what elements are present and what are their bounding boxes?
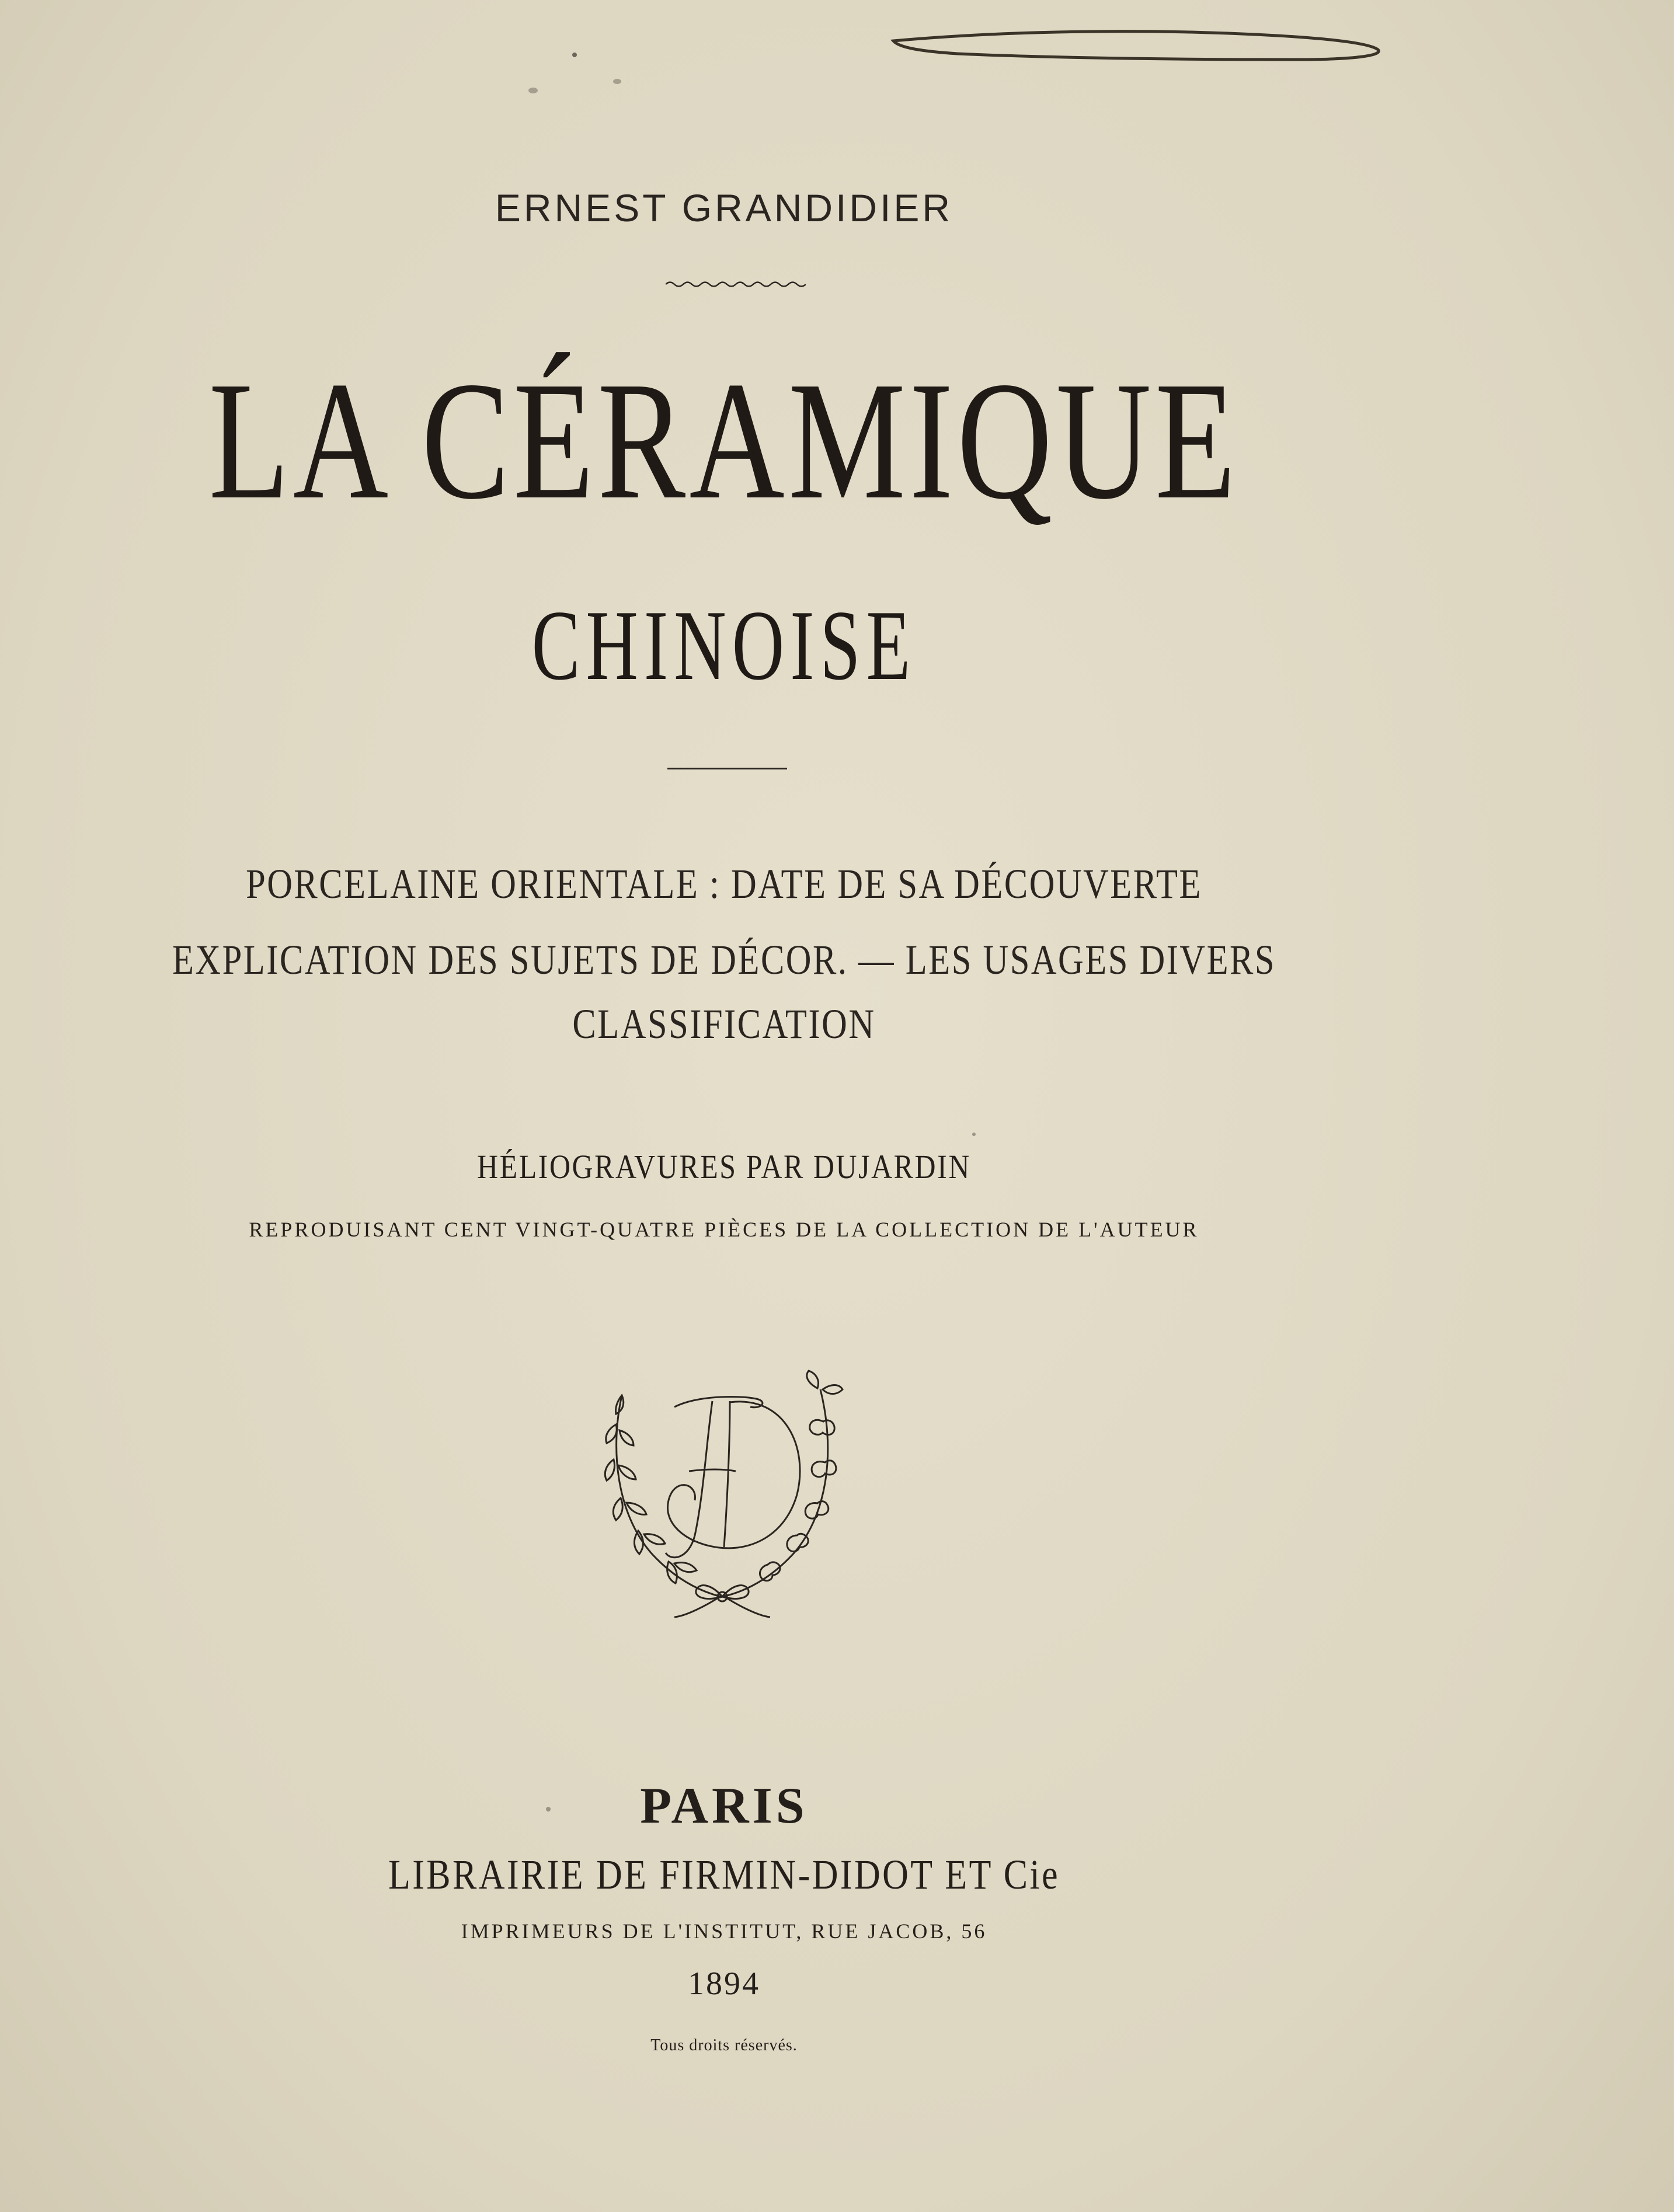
imprint-publisher: LIBRAIRIE DE FIRMIN-DIDOT ET Cie xyxy=(388,1851,1060,1898)
ink-speck xyxy=(546,1807,551,1812)
illustrations-credit: HÉLIOGRAVURES PAR DUJARDIN xyxy=(477,1148,971,1186)
ink-speck xyxy=(528,88,538,93)
rights-notice: Tous droits réservés. xyxy=(650,2036,798,2054)
imprint-city: PARIS xyxy=(640,1778,808,1834)
description-line: PORCELAINE ORIENTALE : DATE DE SA DÉCOUVERTE xyxy=(246,861,1202,907)
description-line: CLASSIFICATION xyxy=(572,1001,876,1047)
wavy-ornament xyxy=(666,279,806,290)
ink-speck xyxy=(572,53,577,57)
ink-speck xyxy=(613,79,621,84)
illustrations-note: REPRODUISANT CENT VINGT-QUATRE PIÈCES DE LA COLLECTION DE L'AUTEUR xyxy=(249,1218,1199,1241)
book-title: LA CÉRAMIQUE xyxy=(208,347,1240,534)
pen-stroke-mark xyxy=(888,18,1390,70)
imprint-printer: IMPRIMEURS DE L'INSTITUT, RUE JACOB, 56 xyxy=(461,1920,987,1943)
author-name: ERNEST GRANDIDIER xyxy=(495,186,953,229)
monogram-laurel-wreath-icon xyxy=(587,1360,855,1629)
imprint-year: 1894 xyxy=(688,1966,760,2002)
description-line: EXPLICATION DES SUJETS DE DÉCOR. — LES USAGES DIVERS xyxy=(172,936,1276,983)
divider-rule xyxy=(667,768,787,769)
book-subtitle: CHINOISE xyxy=(531,590,917,701)
ink-speck xyxy=(972,1133,976,1136)
